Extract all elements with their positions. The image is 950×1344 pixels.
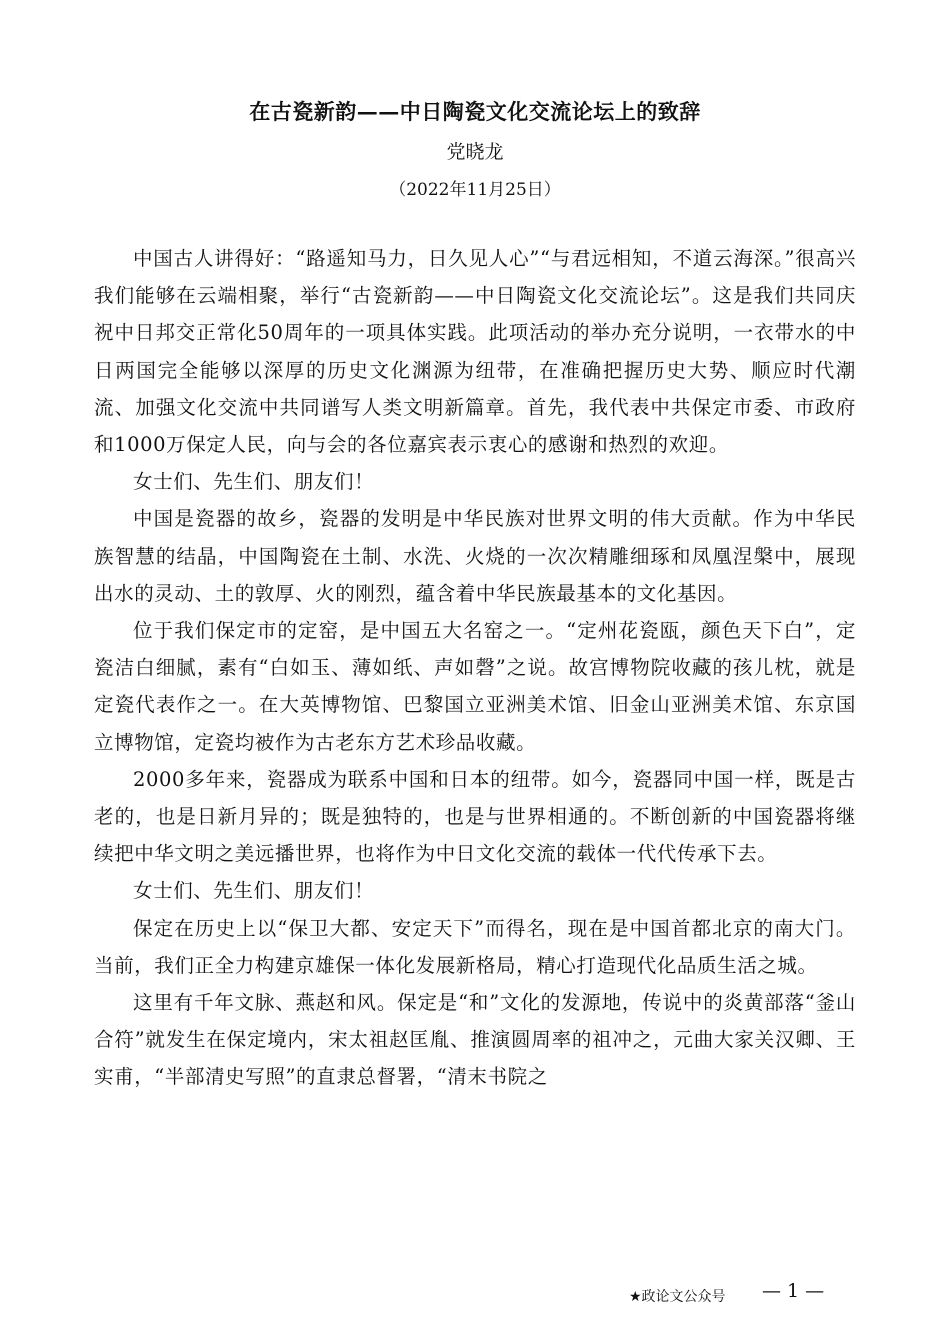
paragraph: 中国是瓷器的故乡，瓷器的发明是中华民族对世界文明的伟大贡献。作为中华民族智慧的结晶，中国陶瓷在土制、水洗、火烧的一次次精雕细琢和凤凰涅槃中，展现出水的灵动、土的敦厚、火的刚烈，蕴含着中华民族最基本的文化基因。 [94,507,856,605]
paragraph: 中国古人讲得好：“路遥知马力，日久见人心”“与君远相知，不道云海深。”很高兴我们能够在云端相聚，举行“古瓷新韵——中日陶瓷文化交流论坛”。这是我们共同庆祝中日邦交正常化50周年的一项具体实践。此项活动的举办充分说明，一衣带水的中日两国完全能够以深厚的历史文化渊源为纽带，在准确把握历史大势、顺应时代潮流、加强文化交流中共同谱写人类文明新篇章。首先，我代表中共保定市委、市政府和1000万保定人民，向与会的各位嘉宾表示衷心的感谢和热烈的欢迎。 [94,247,856,457]
paragraph: 这里有千年文脉、燕赵和风。保定是“和”文化的发源地，传说中的炎黄部落“釜山合符”就发生在保定境内，宋太祖赵匡胤、推演圆周率的祖冲之，元曲大家关汉卿、王实甫，“半部清史写照”的直隶总督署，“清末书院之 [94,991,856,1089]
footer-source: ★政论文公众号 [629,1289,726,1305]
document-title: 在古瓷新韵——中日陶瓷文化交流论坛上的致辞 [249,99,701,124]
document-date: （2022年11月25日） [389,180,561,200]
paragraph: 位于我们保定市的定窑，是中国五大名窑之一。“定州花瓷瓯，颜色天下白”，定瓷洁白细腻，素有“白如玉、薄如纸、声如磬”之说。故宫博物院收藏的孩儿枕，就是定瓷代表作之一。在大英博物馆、巴黎国立亚洲美术馆、旧金山亚洲美术馆、东京国立博物馆，定瓷均被作为古老东方艺术珍品收藏。 [94,619,856,754]
paragraph: 2000多年来，瓷器成为联系中国和日本的纽带。如今，瓷器同中国一样，既是古老的，也是日新月异的；既是独特的，也是与世界相通的。不断创新的中国瓷器将继续把中华文明之美远播世界，也将作为中日文化交流的载体一代代传承下去。 [94,767,856,866]
paragraph: 女士们、先生们、朋友们！ [133,470,375,494]
document-author: 党晓龙 [446,141,504,163]
paragraph: 保定在历史上以“保卫大都、安定天下”而得名，现在是中国首都北京的南大门。当前，我们正全力构建京雄保一体化发展新格局，精心打造现代化品质生活之城。 [94,916,856,977]
page-number: — 1 — [762,1280,825,1302]
paragraph: 女士们、先生们、朋友们！ [133,879,375,903]
document-body [94,240,856,1096]
